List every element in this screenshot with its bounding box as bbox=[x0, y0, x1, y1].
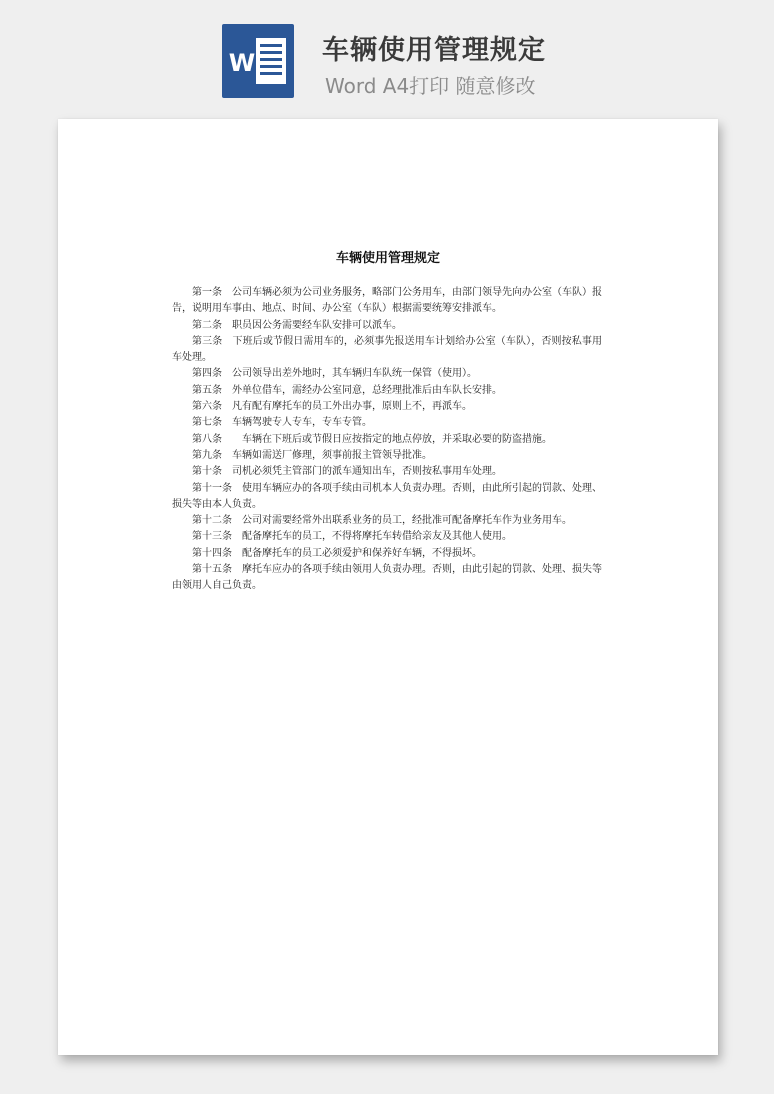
clause-10: 第十条 司机必须凭主管部门的派车通知出车，否则按私事用车处理。 bbox=[192, 466, 502, 478]
clause-1: 第一条 公司车辆必须为公司业务服务，略部门公务用车，由部门领导先向办公室（车队）报告，说明用车事由、地点、时间、办公室（车队）根据需要统筹安排派车。 bbox=[172, 287, 602, 315]
word-logo-icon bbox=[222, 24, 294, 98]
clause-2: 第二条 职员因公务需要经车队安排可以派车。 bbox=[192, 319, 402, 331]
watermark: ​ bbox=[90, 491, 106, 512]
clause-9: 第九条 车辆如需送厂修理，须事前报主管领导批准。 bbox=[192, 449, 432, 461]
clause-7: 第七条 车辆驾驶专人专车，专车专管。 bbox=[192, 417, 372, 429]
clause-14: 第十四条 配备摩托车的员工必须爱护和保养好车辆，不得损坏。 bbox=[192, 547, 482, 559]
header-subtitle: Word A4打印 随意修改 bbox=[325, 74, 536, 98]
word-logo-letter: W bbox=[228, 49, 256, 77]
clause-11: 第十一条 使用车辆应办的各项手续由司机本人负责办理。否则，由此所引起的罚款、处理、损失等由本人负责。 bbox=[172, 482, 602, 510]
document-title: 车辆使用管理规定 bbox=[335, 251, 440, 266]
header-title: 车辆使用管理规定 bbox=[322, 35, 546, 66]
clause-4: 第四条 公司领导出差外地时，其车辆归车队统一保管（使用）。 bbox=[192, 368, 477, 380]
clause-3: 第三条 下班后或节假日需用车的，必须事先报送用车计划给办公室（车队），否则按私事用车处理。 bbox=[172, 335, 602, 364]
clause-15: 第十五条 摩托车应办的各项手续由领用人负责办理。否则，由此引起的罚款、处理、损失等由领用人自己负责。 bbox=[172, 564, 602, 592]
clause-12: 第十二条 公司对需要经常外出联系业务的员工，经批准可配备摩托车作为业务用车。 bbox=[192, 515, 572, 527]
clause-6: 第六条 凡有配有摩托车的员工外出办事，原则上不，再派车。 bbox=[192, 401, 472, 413]
header bbox=[0, 0, 774, 118]
document-body bbox=[172, 285, 602, 595]
clause-5: 第五条 外单位借车，需经办公室同意，总经理批准后由车队长安排。 bbox=[192, 384, 502, 396]
clause-8: 第八条 车辆在下班后或节假日应按指定的地点停放，并采取必要的防盗措施。 bbox=[192, 433, 552, 445]
clause-13: 第十三条 配备摩托车的员工，不得将摩托车转借给亲友及其他人使用。 bbox=[192, 531, 512, 543]
document-page bbox=[58, 119, 718, 1055]
